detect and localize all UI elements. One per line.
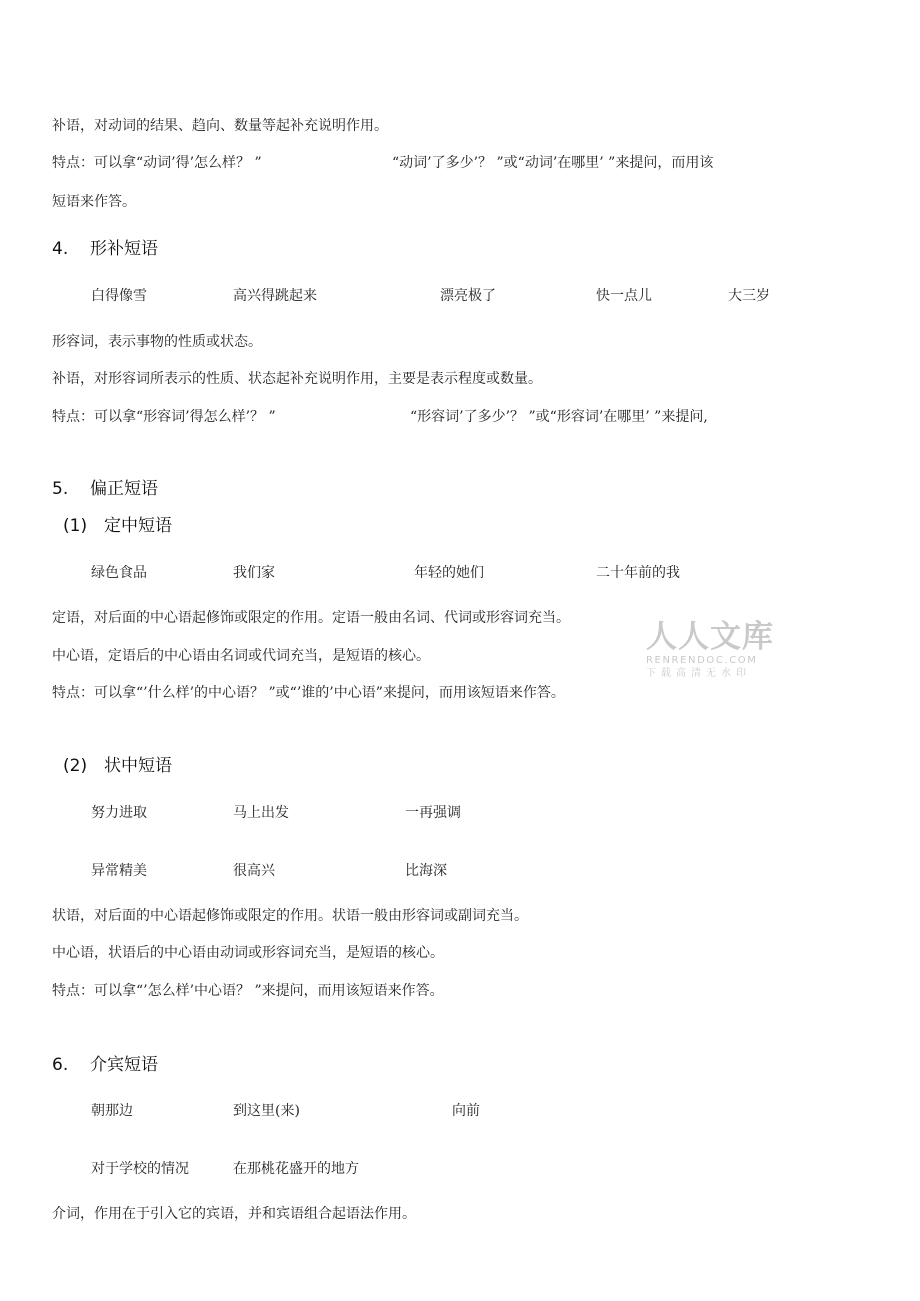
example-phrase: 二十年前的我 xyxy=(596,565,680,581)
text-line: 补语，对形容词所表示的性质、状态起补充说明作用，主要是表示程度或数量。 xyxy=(52,371,542,387)
section-heading xyxy=(52,238,158,260)
text-line: 短语来作答。 xyxy=(52,194,136,210)
subsection-title: 状中短语 xyxy=(104,756,172,776)
text-line: 特点：可以拿“’怎么样’中心语？ ”来提问，而用该短语来作答。 xyxy=(52,983,444,999)
example-phrase: 朝那边 xyxy=(91,1103,133,1119)
text-line: 形容词，表示事物的性质或状态。 xyxy=(52,334,262,350)
section-number: 5. xyxy=(52,479,69,499)
subsection-number: (1) xyxy=(63,516,88,536)
example-phrase: 到这里(来) xyxy=(233,1103,300,1119)
text-segment: “形容词’了多少’？ ”或“形容词’在哪里’ ”来提问, xyxy=(410,409,708,425)
example-phrase: 漂亮极了 xyxy=(440,288,496,304)
section-heading xyxy=(52,478,158,500)
example-phrase: 我们家 xyxy=(233,565,275,581)
text-line xyxy=(52,154,262,172)
example-phrase: 对于学校的情况 xyxy=(91,1161,189,1177)
watermark xyxy=(646,620,774,680)
subsection-heading xyxy=(63,515,172,537)
watermark-domain: RENRENDOC.COM xyxy=(646,655,758,666)
example-phrase: 很高兴 xyxy=(233,863,275,879)
text-line: 定语，对后面的中心语起修饰或限定的作用。定语一般由名词、代词或形容词充当。 xyxy=(52,610,570,626)
example-phrase: 比海深 xyxy=(405,863,447,879)
example-phrase: 异常精美 xyxy=(91,863,147,879)
example-phrase: 马上出发 xyxy=(233,805,289,821)
watermark-tagline: 下载高清无水印 xyxy=(646,668,751,679)
example-phrase: 快一点儿 xyxy=(596,288,652,304)
example-phrase: 在那桃花盛开的地方 xyxy=(233,1161,359,1177)
example-phrase: 向前 xyxy=(452,1103,480,1119)
section-title: 形补短语 xyxy=(90,239,158,259)
text-line: 中心语，状语后的中心语由动词或形容词充当，是短语的核心。 xyxy=(52,945,444,961)
text-segment: “动词’了多少’？ ”或“动词’在哪里’ ”来提问，而用该 xyxy=(392,155,714,171)
section-title: 介宾短语 xyxy=(90,1055,158,1075)
example-phrase: 努力进取 xyxy=(91,805,147,821)
example-phrase: 白得像雪 xyxy=(91,288,147,304)
subsection-heading xyxy=(63,755,172,777)
subsection-number: (2) xyxy=(63,756,88,776)
text-line: 特点：可以拿“形容词’得怎么样’？ ” xyxy=(52,409,276,425)
text-line: 状语，对后面的中心语起修饰或限定的作用。状语一般由形容词或副词充当。 xyxy=(52,908,528,924)
example-phrase: 高兴得跳起来 xyxy=(233,288,317,304)
watermark-logo-text: 人人文库 xyxy=(646,619,774,655)
section-heading xyxy=(52,1054,158,1076)
section-number: 6. xyxy=(52,1055,69,1075)
text-segment: 特点：可以拿“动词’得’怎么样？ ” xyxy=(52,155,262,171)
example-phrase: 年轻的她们 xyxy=(414,565,484,581)
subsection-title: 定中短语 xyxy=(104,516,172,536)
text-line: 特点：可以拿“’什么样’的中心语？ ”或“’谁的’中心语”来提问，而用该短语来作答。 xyxy=(52,685,565,701)
section-title: 偏正短语 xyxy=(90,479,158,499)
section-number: 4. xyxy=(52,239,69,259)
text-line: 补语，对动词的结果、趋向、数量等起补充说明作用。 xyxy=(52,118,388,134)
example-phrase: 大三岁 xyxy=(728,288,770,304)
text-line: 介词，作用在于引入它的宾语，并和宾语组合起语法作用。 xyxy=(52,1206,416,1222)
example-phrase: 一再强调 xyxy=(405,805,461,821)
example-phrase: 绿色食品 xyxy=(91,565,147,581)
text-line: 中心语，定语后的中心语由名词或代词充当，是短语的核心。 xyxy=(52,648,430,664)
